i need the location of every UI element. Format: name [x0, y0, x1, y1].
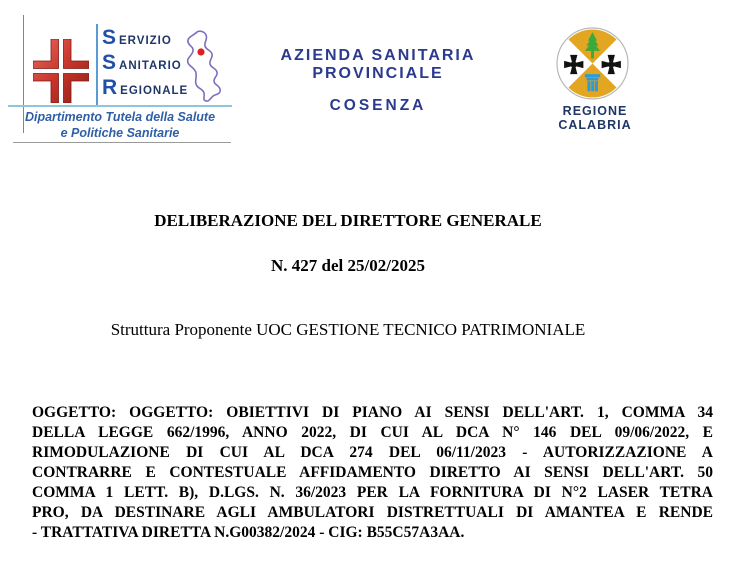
ssr-logo-rule-gray — [13, 142, 231, 143]
subject-line: - TRATTATIVA DIRETTA N.G00382/2024 - CIG: B55C57A3AA. — [32, 524, 465, 541]
organisation-city: COSENZA — [329, 97, 427, 114]
ssr-initial-letter: R — [102, 76, 118, 99]
ssr-logo-divider — [96, 24, 98, 106]
subject-line: DELLA LEGGE 662/1996, ANNO 2022, DI CUI AL DCA N° 146 DEL 09/06/2022, E — [32, 424, 713, 441]
subject-line: CONTRARRE E CONTESTUALE AFFIDAMENTO DIRETTO AI SENSI DELL'ART. 50 — [32, 464, 713, 481]
map-location-dot — [197, 48, 204, 55]
department-line1: Dipartimento Tutela della Salute — [24, 110, 216, 124]
proposing-structure: Struttura Proponente UOC GESTIONE TECNICO PATRIMONIALE — [110, 320, 586, 339]
deliberation-number: N. 427 del 25/02/2025 — [271, 256, 425, 275]
deliberation-title: DELIBERAZIONE DEL DIRETTORE GENERALE — [154, 211, 542, 230]
ssr-logo-text — [102, 26, 188, 101]
ssr-word-rest: ANITARIO — [119, 60, 182, 72]
organisation-name: AZIENDA SANITARIA PROVINCIALE — [280, 47, 476, 82]
subject-line: OGGETTO: OGGETTO: OBIETTIVI DI PIANO AI SENSI DELL'ART. 1, COMMA 34 — [32, 404, 713, 421]
ssr-text-line — [102, 51, 188, 76]
subject-line: RIMODULAZIONE DI CUI AL DCA 274 DEL 06/11/2023 - AUTORIZZAZIONE A — [32, 444, 713, 461]
subject-paragraph — [32, 403, 713, 543]
calabria-map-icon — [183, 29, 223, 103]
regione-calabria-emblem-icon — [556, 27, 629, 100]
ssr-initial-letter: S — [102, 26, 117, 49]
ssr-red-cross-icon — [33, 39, 89, 103]
ssr-text-line — [102, 76, 188, 101]
department-caption — [8, 109, 232, 141]
ssr-initial-letter: S — [102, 51, 117, 74]
ssr-word-rest: EGIONALE — [120, 85, 189, 97]
region-label: REGIONE CALABRIA — [558, 104, 632, 132]
ssr-logo-rule-blue — [8, 105, 232, 107]
ssr-word-rest: ERVIZIO — [119, 35, 172, 47]
ssr-text-line — [102, 26, 188, 51]
subject-line: PRO, DA DESTINARE AGLI AMBULATORI DISTRETTUALI DI AMANTEA E RENDE — [32, 504, 713, 521]
subject-line: COMMA 1 LETT. B), D.LGS. N. 36/2023 PER LA FORNITURA DI N°2 LASER TETRA — [32, 484, 713, 501]
department-line2: e Politiche Sanitarie — [60, 126, 180, 140]
organisation-header — [228, 47, 528, 115]
